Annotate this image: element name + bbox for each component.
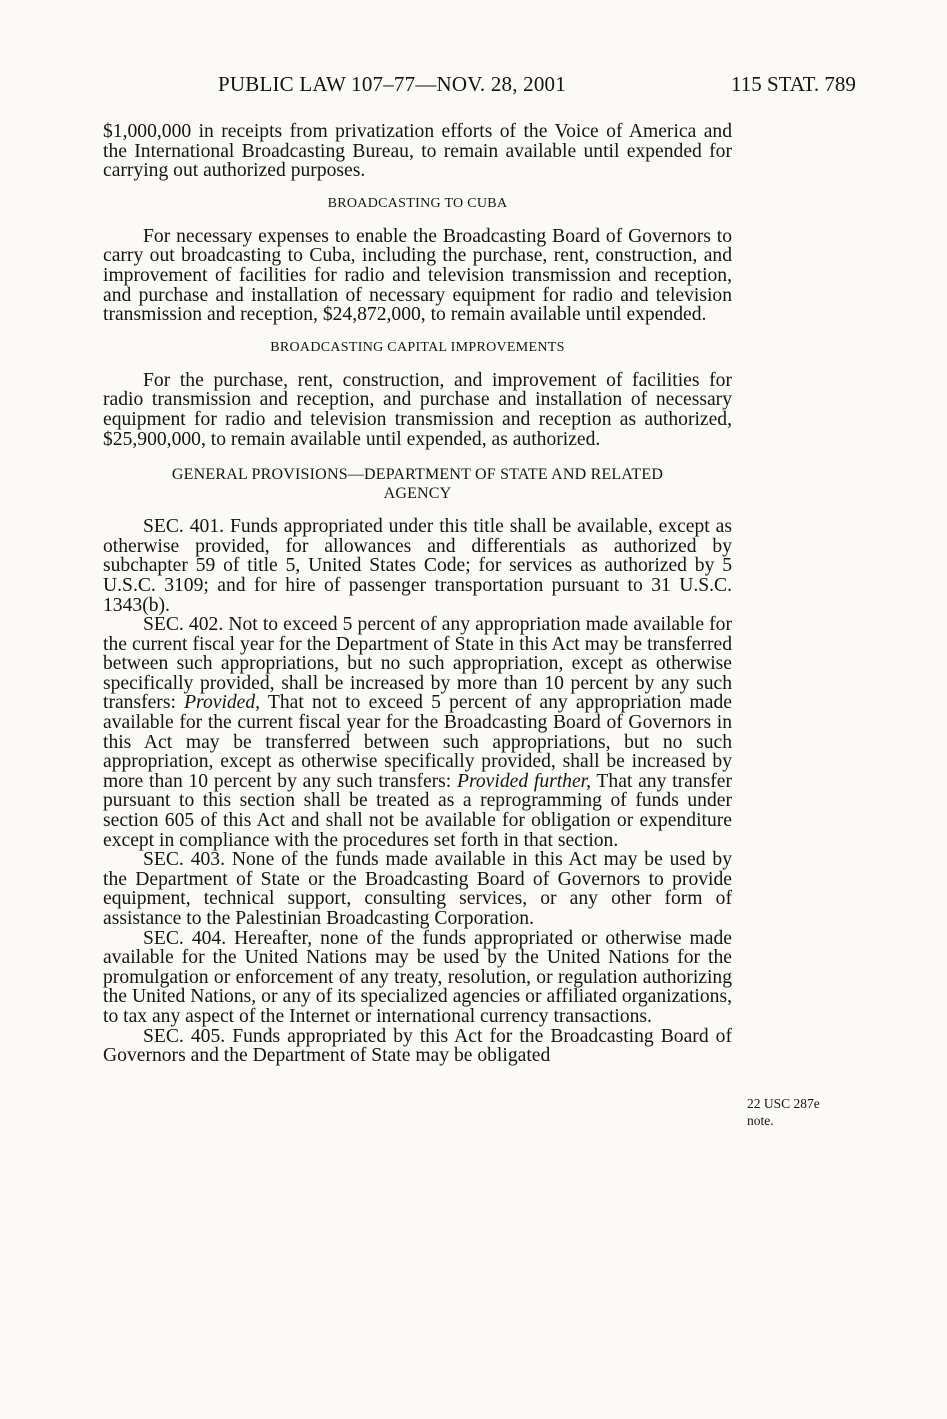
heading-general-provisions-line1: GENERAL PROVISIONS—DEPARTMENT OF STATE AND RELATED <box>171 466 664 484</box>
section-404 <box>103 929 732 1027</box>
section-403-text: None of the funds made available in this Act may be used by the Department of State or the Broadcasting Board of Governors to provide equipment, technical support, consulting services, or any other form of assistance to the Palestinian Broadcasting Corporation. <box>103 849 732 929</box>
running-head <box>0 72 947 102</box>
section-405 <box>103 1027 732 1066</box>
section-401-label: SEC. 401. <box>143 516 225 538</box>
intro-paragraph: $1,000,000 in receipts from privatization efforts of the Voice of America and the International Broadcasting Bureau, to remain available until expended for carrying out authorized purposes. <box>103 121 732 182</box>
section-403-label: SEC. 403. <box>143 849 225 871</box>
section-402-text-c: That any transfer pursuant to this section shall be treated as a reprogramming of funds under section 605 of this Act and shall not be available for obligation or expenditure except in compliance with the procedures set forth in that section. <box>103 770 732 851</box>
capital-paragraph: For the purchase, rent, construction, and improvement of facilities for radio transmission and reception, and purchase and installation of necessary equipment for radio and television transmission and reception as authorized, $25,900,000, to remain available until expended, as authorized. <box>103 369 732 450</box>
body-column <box>103 122 732 1066</box>
statute-page-number: 115 STAT. 789 <box>731 72 856 96</box>
section-402 <box>103 615 732 850</box>
margin-note-usc-citation <box>747 1095 820 1129</box>
section-403 <box>103 850 732 928</box>
section-402-provided-further: Provided further, <box>457 770 592 792</box>
section-402-provided: Provided, <box>184 692 261 714</box>
section-402-label: SEC. 402. <box>143 614 224 636</box>
margin-note-line2: note. <box>747 1113 774 1128</box>
section-405-label: SEC. 405. <box>143 1025 226 1047</box>
law-citation-header: PUBLIC LAW 107–77—NOV. 28, 2001 <box>218 72 566 96</box>
section-401 <box>103 517 732 615</box>
section-402-text-b: That not to exceed 5 percent of any appropriation made available for the current fiscal year for the Broadcasting Board of Governors in this Act may be transferred between such appropriations, but no such appropriation, except as otherwise specifically provided, shall be increased by more than 10 percent by any such transfers: <box>103 692 732 792</box>
cuba-paragraph: For necessary expenses to enable the Broadcasting Board of Governors to carry out broadcasting to Cuba, including the purchase, rent, construction, and improvement of facilities for radio and television transmission and reception, and purchase and installation of necessary equipment for radio and television transmission and reception, $24,872,000, to remain available until expended. <box>103 225 732 326</box>
section-402-text-a: Not to exceed 5 percent of any appropriation made available for the current fiscal year for the Department of State in this Act may be transferred between such appropriations, but no such appropriation, except as otherwise specifically provided, shall be increased by more than 10 percent by any such transfers: <box>103 614 732 714</box>
heading-general-provisions <box>103 465 732 503</box>
section-405-text: Funds appropriated by this Act for the Broadcasting Board of Governors and the Department of State may be obligated <box>103 1025 732 1067</box>
heading-capital-improvements: BROADCASTING CAPITAL IMPROVEMENTS <box>270 339 565 355</box>
margin-note-line1: 22 USC 287e <box>747 1096 820 1111</box>
section-404-text: Hereafter, none of the funds appropriated or otherwise made available for the United Nations may be used by the United Nations for the promulgation or enforcement of any treaty, resolution, or regulation authorizing the United Nations, or any of its specialized agencies or affiliated organizations, to tax any aspect of the Internet or international currency transactions. <box>103 927 732 1027</box>
section-401-text: Funds appropriated under this title shall be available, except as otherwise provided, for allowances and differentials as authorized by subchapter 59 of title 5, United States Code; for services as authorized by 5 U.S.C. 3109; and for hire of passenger transportation pursuant to 31 U.S.C. 1343(b). <box>103 516 732 616</box>
heading-broadcasting-to-cuba: BROADCASTING TO CUBA <box>327 195 508 211</box>
heading-general-provisions-line2: AGENCY <box>383 485 452 503</box>
section-404-label: SEC. 404. <box>143 927 227 949</box>
